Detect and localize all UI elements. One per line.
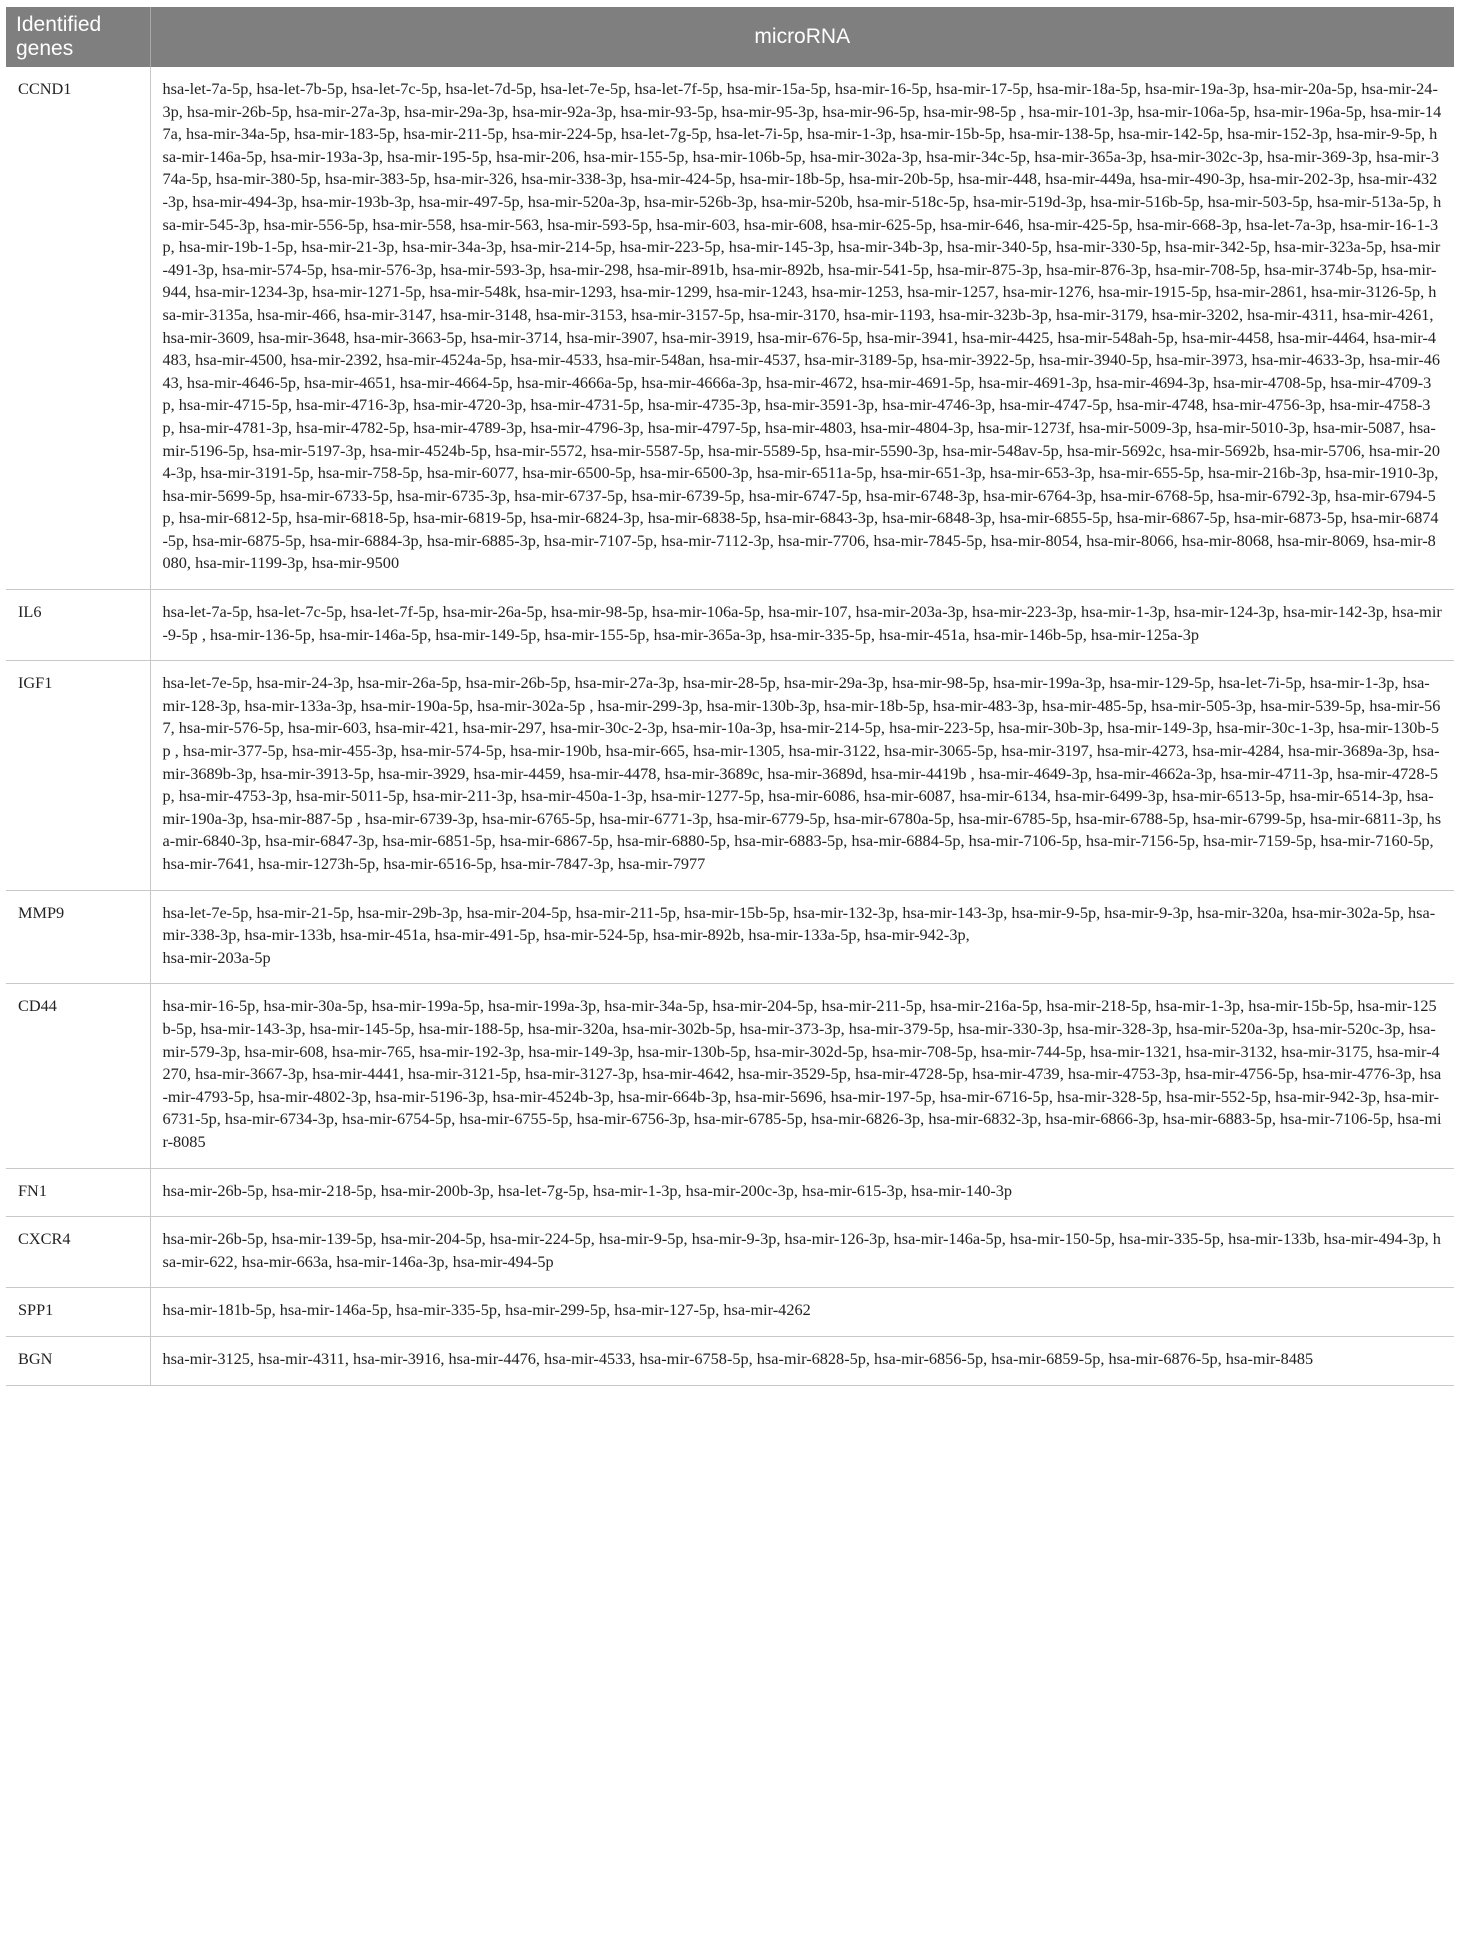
mirna-cell: hsa-let-7a-5p, hsa-let-7c-5p, hsa-let-7f-5p, hsa-mir-26a-5p, hsa-mir-98-5p, hsa-mir-106a-5p, hsa-mir-107, hsa-mir-203a-3p, hsa-mir-223-3p, hsa-mir-1-3p, hsa-mir-124-3p, hsa-mir-142-3p, hsa-mir-9-5p , hsa-mir-136-5p, hsa-mir-146a-5p, hsa-mir-149-5p, hsa-mir-155-5p, hsa-mir-365a-3p, hsa-mir-335-5p, hsa-mir-451a, hsa-mir-146b-5p, hsa-mir-125a-3p (150, 590, 1454, 661)
gene-cell: CCND1 (6, 67, 150, 590)
mirna-list: hsa-let-7e-5p, hsa-mir-21-5p, hsa-mir-29b-3p, hsa-mir-204-5p, hsa-mir-211-5p, hsa-mir-15b-5p, hsa-mir-132-3p, hsa-mir-143-3p, hsa-mir-9-5p, hsa-mir-9-3p, hsa-mir-320a, hsa-mir-302a-5p, hsa-mir-338-3p, hsa-mir-133b, hsa-mir-451a, hsa-mir-491-5p, hsa-mir-524-5p, hsa-mir-892b, hsa-mir-133a-5p, hsa-mir-942-3p, (162, 902, 1436, 945)
table-row (6, 67, 1454, 590)
gene-cell: FN1 (6, 1168, 150, 1217)
mirna-cell (150, 890, 1454, 984)
gene-cell: IL6 (6, 590, 150, 661)
table-row (6, 1217, 1454, 1288)
table-row (6, 890, 1454, 984)
mirna-cell: hsa-let-7a-5p, hsa-let-7b-5p, hsa-let-7c-5p, hsa-let-7d-5p, hsa-let-7e-5p, hsa-let-7f-5p, hsa-mir-15a-5p, hsa-mir-16-5p, hsa-mir-17-5p, hsa-mir-18a-5p, hsa-mir-19a-3p, hsa-mir-20a-5p, hsa-mir-24-3p, hsa-mir-26b-5p, hsa-mir-27a-3p, hsa-mir-29a-3p, hsa-mir-92a-3p, hsa-mir-93-5p, hsa-mir-95-3p, hsa-mir-96-5p, hsa-mir-98-5p , hsa-mir-101-3p, hsa-mir-106a-5p, hsa-mir-196a-5p, hsa-mir-147a, hsa-mir-34a-5p, hsa-mir-183-5p, hsa-mir-211-5p, hsa-mir-224-5p, hsa-let-7g-5p, hsa-let-7i-5p, hsa-mir-1-3p, hsa-mir-15b-5p, hsa-mir-138-5p, hsa-mir-142-5p, hsa-mir-152-3p, hsa-mir-9-5p, hsa-mir-146a-5p, hsa-mir-193a-3p, hsa-mir-195-5p, hsa-mir-206, hsa-mir-155-5p, hsa-mir-106b-5p, hsa-mir-302a-3p, hsa-mir-34c-5p, hsa-mir-365a-3p, hsa-mir-302c-3p, hsa-mir-369-3p, hsa-mir-374a-5p, hsa-mir-380-5p, hsa-mir-383-5p, hsa-mir-326, hsa-mir-338-3p, hsa-mir-424-5p, hsa-mir-18b-5p, hsa-mir-20b-5p, hsa-mir-448, hsa-mir-449a, hsa-mir-490-3p, hsa-mir-202-3p, hsa-mir-432-3p, hsa-mir-494-3p, hsa-mir-193b-3p, hsa-mir-497-5p, hsa-mir-520a-3p, hsa-mir-526b-3p, hsa-mir-520b, hsa-mir-518c-5p, hsa-mir-519d-3p, hsa-mir-516b-5p, hsa-mir-503-5p, hsa-mir-513a-5p, hsa-mir-545-3p, hsa-mir-556-5p, hsa-mir-558, hsa-mir-563, hsa-mir-593-5p, hsa-mir-603, hsa-mir-608, hsa-mir-625-5p, hsa-mir-646, hsa-mir-425-5p, hsa-mir-668-3p, hsa-let-7a-3p, hsa-mir-16-1-3p, hsa-mir-19b-1-5p, hsa-mir-21-3p, hsa-mir-34a-3p, hsa-mir-214-5p, hsa-mir-223-5p, hsa-mir-145-3p, hsa-mir-34b-3p, hsa-mir-340-5p, hsa-mir-330-5p, hsa-mir-342-5p, hsa-mir-323a-5p, hsa-mir-491-3p, hsa-mir-574-5p, hsa-mir-576-3p, hsa-mir-593-3p, hsa-mir-298, hsa-mir-891b, hsa-mir-892b, hsa-mir-541-5p, hsa-mir-875-3p, hsa-mir-876-3p, hsa-mir-708-5p, hsa-mir-374b-5p, hsa-mir-944, hsa-mir-1234-3p, hsa-mir-1271-5p, hsa-mir-548k, hsa-mir-1293, hsa-mir-1299, hsa-mir-1243, hsa-mir-1253, hsa-mir-1257, hsa-mir-1276, hsa-mir-1915-5p, hsa-mir-2861, hsa-mir-3126-5p, hsa-mir-3135a, hsa-mir-466, hsa-mir-3147, hsa-mir-3148, hsa-mir-3153, hsa-mir-3157-5p, hsa-mir-3170, hsa-mir-1193, hsa-mir-323b-3p, hsa-mir-3179, hsa-mir-3202, hsa-mir-4311, hsa-mir-4261, hsa-mir-3609, hsa-mir-3648, hsa-mir-3663-5p, hsa-mir-3714, hsa-mir-3907, hsa-mir-3919, hsa-mir-676-5p, hsa-mir-3941, hsa-mir-4425, hsa-mir-548ah-5p, hsa-mir-4458, hsa-mir-4464, hsa-mir-4483, hsa-mir-4500, hsa-mir-2392, hsa-mir-4524a-5p, hsa-mir-4533, hsa-mir-548an, hsa-mir-4537, hsa-mir-3189-5p, hsa-mir-3922-5p, hsa-mir-3940-5p, hsa-mir-3973, hsa-mir-4633-3p, hsa-mir-4643, hsa-mir-4646-5p, hsa-mir-4651, hsa-mir-4664-5p, hsa-mir-4666a-5p, hsa-mir-4666a-3p, hsa-mir-4672, hsa-mir-4691-5p, hsa-mir-4691-3p, hsa-mir-4694-3p, hsa-mir-4708-5p, hsa-mir-4709-3p, hsa-mir-4715-5p, hsa-mir-4716-3p, hsa-mir-4720-3p, hsa-mir-4731-5p, hsa-mir-4735-3p, hsa-mir-3591-3p, hsa-mir-4746-3p, hsa-mir-4747-5p, hsa-mir-4748, hsa-mir-4756-3p, hsa-mir-4758-3p, hsa-mir-4781-3p, hsa-mir-4782-5p, hsa-mir-4789-3p, hsa-mir-4796-3p, hsa-mir-4797-5p, hsa-mir-4803, hsa-mir-4804-3p, hsa-mir-1273f, hsa-mir-5009-3p, hsa-mir-5010-3p, hsa-mir-5087, hsa-mir-5196-5p, hsa-mir-5197-3p, hsa-mir-4524b-5p, hsa-mir-5572, hsa-mir-5587-5p, hsa-mir-5589-5p, hsa-mir-5590-3p, hsa-mir-548av-5p, hsa-mir-5692c, hsa-mir-5692b, hsa-mir-5706, hsa-mir-204-3p, hsa-mir-3191-5p, hsa-mir-758-5p, hsa-mir-6077, hsa-mir-6500-5p, hsa-mir-6500-3p, hsa-mir-6511a-5p, hsa-mir-651-3p, hsa-mir-653-3p, hsa-mir-655-5p, hsa-mir-216b-3p, hsa-mir-1910-3p, hsa-mir-5699-5p, hsa-mir-6733-5p, hsa-mir-6735-3p, hsa-mir-6737-5p, hsa-mir-6739-5p, hsa-mir-6747-5p, hsa-mir-6748-3p, hsa-mir-6764-3p, hsa-mir-6768-5p, hsa-mir-6792-3p, hsa-mir-6794-5p, hsa-mir-6812-5p, hsa-mir-6818-5p, hsa-mir-6819-5p, hsa-mir-6824-3p, hsa-mir-6838-5p, hsa-mir-6843-3p, hsa-mir-6848-3p, hsa-mir-6855-5p, hsa-mir-6867-5p, hsa-mir-6873-5p, hsa-mir-6874-5p, hsa-mir-6875-5p, hsa-mir-6884-3p, hsa-mir-6885-3p, hsa-mir-7107-5p, hsa-mir-7112-3p, hsa-mir-7706, hsa-mir-7845-5p, hsa-mir-8054, hsa-mir-8066, hsa-mir-8068, hsa-mir-8069, hsa-mir-8080, hsa-mir-1199-3p, hsa-mir-9500 (150, 67, 1454, 590)
mirna-list-tail: hsa-mir-203a-5p (162, 947, 271, 967)
table-row (6, 661, 1454, 890)
header-identified-genes: Identified genes (6, 7, 150, 67)
mirna-cell: hsa-mir-26b-5p, hsa-mir-218-5p, hsa-mir-200b-3p, hsa-let-7g-5p, hsa-mir-1-3p, hsa-mir-200c-3p, hsa-mir-615-3p, hsa-mir-140-3p (150, 1168, 1454, 1217)
mirna-cell: hsa-mir-26b-5p, hsa-mir-139-5p, hsa-mir-204-5p, hsa-mir-224-5p, hsa-mir-9-5p, hsa-mir-9-3p, hsa-mir-126-3p, hsa-mir-146a-5p, hsa-mir-150-5p, hsa-mir-335-5p, hsa-mir-133b, hsa-mir-494-3p, hsa-mir-622, hsa-mir-663a, hsa-mir-146a-3p, hsa-mir-494-5p (150, 1217, 1454, 1288)
gene-cell: BGN (6, 1336, 150, 1385)
header-microrna: microRNA (150, 7, 1454, 67)
gene-cell: CD44 (6, 984, 150, 1168)
gene-cell: IGF1 (6, 661, 150, 890)
mirna-cell: hsa-let-7e-5p, hsa-mir-24-3p, hsa-mir-26a-5p, hsa-mir-26b-5p, hsa-mir-27a-3p, hsa-mir-28-5p, hsa-mir-29a-3p, hsa-mir-98-5p, hsa-mir-199a-3p, hsa-mir-129-5p, hsa-let-7i-5p, hsa-mir-1-3p, hsa-mir-128-3p, hsa-mir-133a-3p, hsa-mir-190a-5p, hsa-mir-302a-5p , hsa-mir-299-3p, hsa-mir-130b-3p, hsa-mir-18b-5p, hsa-mir-483-3p, hsa-mir-485-5p, hsa-mir-505-3p, hsa-mir-539-5p, hsa-mir-567, hsa-mir-576-5p, hsa-mir-603, hsa-mir-421, hsa-mir-297, hsa-mir-30c-2-3p, hsa-mir-10a-3p, hsa-mir-214-5p, hsa-mir-223-5p, hsa-mir-30b-3p, hsa-mir-149-3p, hsa-mir-30c-1-3p, hsa-mir-130b-5p , hsa-mir-377-5p, hsa-mir-455-3p, hsa-mir-574-5p, hsa-mir-190b, hsa-mir-665, hsa-mir-1305, hsa-mir-3122, hsa-mir-3065-5p, hsa-mir-3197, hsa-mir-4273, hsa-mir-4284, hsa-mir-3689a-3p, hsa-mir-3689b-3p, hsa-mir-3913-5p, hsa-mir-3929, hsa-mir-4459, hsa-mir-4478, hsa-mir-3689c, hsa-mir-3689d, hsa-mir-4419b , hsa-mir-4649-3p, hsa-mir-4662a-3p, hsa-mir-4711-3p, hsa-mir-4728-5p, hsa-mir-4753-3p, hsa-mir-5011-5p, hsa-mir-211-3p, hsa-mir-450a-1-3p, hsa-mir-1277-5p, hsa-mir-6086, hsa-mir-6087, hsa-mir-6134, hsa-mir-6499-3p, hsa-mir-6513-5p, hsa-mir-6514-3p, hsa-mir-190a-3p, hsa-mir-887-5p , hsa-mir-6739-3p, hsa-mir-6765-5p, hsa-mir-6771-3p, hsa-mir-6779-5p, hsa-mir-6780a-5p, hsa-mir-6785-5p, hsa-mir-6788-5p, hsa-mir-6799-5p, hsa-mir-6811-3p, hsa-mir-6840-3p, hsa-mir-6847-3p, hsa-mir-6851-5p, hsa-mir-6867-5p, hsa-mir-6880-5p, hsa-mir-6883-5p, hsa-mir-6884-5p, hsa-mir-7106-5p, hsa-mir-7156-5p, hsa-mir-7159-5p, hsa-mir-7160-5p, hsa-mir-7641, hsa-mir-1273h-5p, hsa-mir-6516-5p, hsa-mir-7847-3p, hsa-mir-7977 (150, 661, 1454, 890)
mirna-cell: hsa-mir-181b-5p, hsa-mir-146a-5p, hsa-mir-335-5p, hsa-mir-299-5p, hsa-mir-127-5p, hsa-mir-4262 (150, 1288, 1454, 1337)
gene-cell: MMP9 (6, 890, 150, 984)
table-row (6, 590, 1454, 661)
mirna-cell: hsa-mir-16-5p, hsa-mir-30a-5p, hsa-mir-199a-5p, hsa-mir-199a-3p, hsa-mir-34a-5p, hsa-mir-204-5p, hsa-mir-211-5p, hsa-mir-216a-5p, hsa-mir-218-5p, hsa-mir-1-3p, hsa-mir-15b-5p, hsa-mir-125b-5p, hsa-mir-143-3p, hsa-mir-145-5p, hsa-mir-188-5p, hsa-mir-320a, hsa-mir-302b-5p, hsa-mir-373-3p, hsa-mir-379-5p, hsa-mir-330-3p, hsa-mir-328-3p, hsa-mir-520a-3p, hsa-mir-520c-3p, hsa-mir-579-3p, hsa-mir-608, hsa-mir-765, hsa-mir-192-3p, hsa-mir-149-3p, hsa-mir-130b-5p, hsa-mir-302d-5p, hsa-mir-708-5p, hsa-mir-744-5p, hsa-mir-1321, hsa-mir-3132, hsa-mir-3175, hsa-mir-4270, hsa-mir-3667-3p, hsa-mir-4441, hsa-mir-3121-5p, hsa-mir-3127-3p, hsa-mir-4642, hsa-mir-3529-5p, hsa-mir-4728-5p, hsa-mir-4739, hsa-mir-4753-3p, hsa-mir-4756-5p, hsa-mir-4776-3p, hsa-mir-4793-5p, hsa-mir-4802-3p, hsa-mir-5196-3p, hsa-mir-4524b-3p, hsa-mir-664b-3p, hsa-mir-5696, hsa-mir-197-5p, hsa-mir-6716-5p, hsa-mir-328-5p, hsa-mir-552-5p, hsa-mir-942-3p, hsa-mir-6731-5p, hsa-mir-6734-3p, hsa-mir-6754-5p, hsa-mir-6755-5p, hsa-mir-6756-3p, hsa-mir-6785-5p, hsa-mir-6826-3p, hsa-mir-6832-3p, hsa-mir-6866-3p, hsa-mir-6883-5p, hsa-mir-7106-5p, hsa-mir-8085 (150, 984, 1454, 1168)
gene-cell: SPP1 (6, 1288, 150, 1337)
gene-mirna-table (6, 7, 1454, 1386)
mirna-cell: hsa-mir-3125, hsa-mir-4311, hsa-mir-3916, hsa-mir-4476, hsa-mir-4533, hsa-mir-6758-5p, hsa-mir-6828-5p, hsa-mir-6856-5p, hsa-mir-6859-5p, hsa-mir-6876-5p, hsa-mir-8485 (150, 1336, 1454, 1385)
table-row (6, 984, 1454, 1168)
table-row (6, 1168, 1454, 1217)
table-row (6, 1336, 1454, 1385)
table-row (6, 1288, 1454, 1337)
gene-cell: CXCR4 (6, 1217, 150, 1288)
table-header-row (6, 7, 1454, 67)
